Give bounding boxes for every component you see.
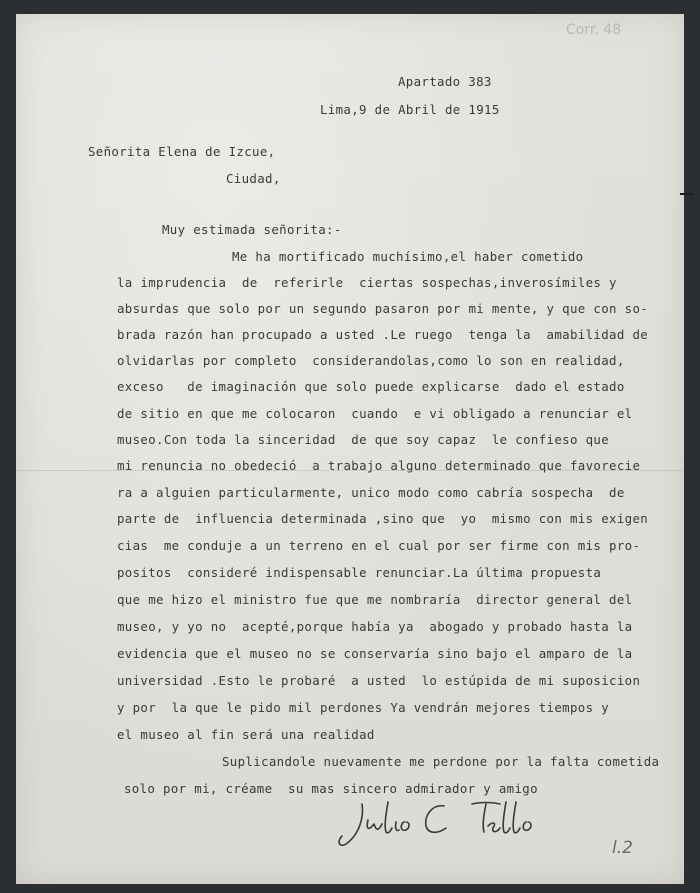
- sender-address: Apartado 383: [398, 74, 492, 89]
- body-line: y por la que le pido mil perdones Ya vendrán mejores tiempos y: [117, 700, 610, 715]
- body-line: que me hizo el ministro fue que me nombraría director general del: [117, 592, 633, 607]
- body-line: cias me conduje a un terreno en el cual por ser firme con mis pro-: [117, 538, 641, 553]
- body-line: museo, y yo no acepté,porque había ya abogado y probado hasta la: [117, 619, 633, 634]
- body-line: evidencia que el museo no se conservaría sino bajo el amparo de la: [117, 646, 633, 661]
- salutation: Muy estimada señorita:-: [162, 222, 342, 237]
- page-number: l.2: [612, 838, 633, 858]
- body-line: olvidarlas por completo considerandolas,como lo son en realidad,: [117, 353, 625, 368]
- body-line: parte de influencia determinada ,sino que yo mismo con mis exigen: [117, 511, 649, 526]
- edge-tab: [680, 193, 694, 195]
- recipient-city: Ciudad,: [226, 171, 281, 186]
- body-line: la imprudencia de referirle ciertas sospechas,inverosímiles y: [117, 275, 617, 290]
- closing-line: solo por mi, créame su mas sincero admirador y amigo: [124, 781, 538, 796]
- body-line: positos consideré indispensable renunciar.La última propuesta: [117, 565, 602, 580]
- body-line: brada razón han procupado a usted .Le ruego tenga la amabilidad de: [117, 327, 649, 342]
- body-line: universidad .Esto le probaré a usted lo estúpida de mi suposicion: [117, 673, 641, 688]
- body-line: museo.Con toda la sinceridad de que soy capaz le confieso que: [117, 432, 610, 447]
- recipient-name: Señorita Elena de Izcue,: [88, 144, 276, 159]
- letter-date: Lima,9 de Abril de 1915: [320, 102, 500, 117]
- body-line: Me ha mortificado muchísimo,el haber cometido: [232, 249, 584, 264]
- closing-line: Suplicandole nuevamente me perdone por la falta cometida: [222, 754, 660, 769]
- body-line: absurdas que solo por un segundo pasaron por mi mente, y que con so-: [117, 301, 649, 316]
- body-line: de sitio en que me colocaron cuando e vi obligado a renunciar el: [117, 406, 633, 421]
- body-line: mi renuncia no obedeció a trabajo alguno determinado que favorecie: [117, 458, 641, 473]
- body-line: ra a alguien particularmente, unico modo como cabría sospecha de: [117, 485, 625, 500]
- body-line: exceso de imaginación que solo puede explicarse dado el estado: [117, 379, 625, 394]
- archive-note: Corr. 48: [566, 22, 622, 38]
- body-line: el museo al fin será una realidad: [117, 727, 375, 742]
- handwritten-signature: [332, 794, 532, 854]
